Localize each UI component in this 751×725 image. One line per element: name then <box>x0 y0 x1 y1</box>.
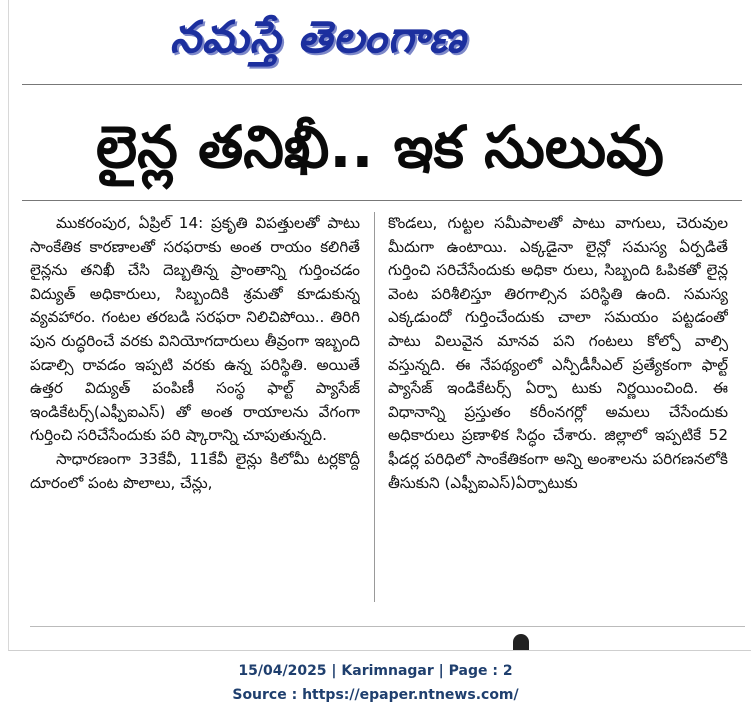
column-divider <box>374 212 375 602</box>
masthead-rule <box>22 84 742 85</box>
article-paragraph: సాధారణంగా 33కేవీ, 11కేవీ లైన్లు కిలోమీ టర్లకొద్దీ దూరంలో పంట పొలాలు, చేన్లు, <box>30 449 360 492</box>
article-column-right <box>388 212 728 607</box>
next-story-rule <box>30 626 745 627</box>
next-story-fragment <box>513 634 529 650</box>
edition-info: 15/04/2025 | Karimnagar | Page : 2 <box>238 663 513 679</box>
article-headline: లైన్ల తనిఖీ.. ఇక సులువు <box>96 113 664 181</box>
article-column-left <box>30 212 360 607</box>
newspaper-masthead: నమస్తే తెలంగాణ <box>170 12 467 63</box>
article-paragraph: కొండలు, గుట్టల సమీపాలతో పాటు వాగులు, చెరువుల మీదుగా ఉంటాయి. ఎక్కడైనా లైన్లో సమస్య ఏర్పడితే గుర్తించి సరిచేసేందుకు అధికా రులు, సిబ్బంది ఓపికతో లైన్ల వెంట పరిశీలిస్తూ తిరగాల్సిన పరిస్థితి ఉంది. సమస్య ఎక్కడుందో గుర్తించేందుకు చాలా సమయం పట్టడంతో పాటు విలువైన మానవ పని గంటలు కోల్పో వాల్సి వస్తున్నది. ఈ నేపథ్యంలో ఎన్పీడీసీఎల్ ప్రత్యేకంగా ఫాల్ట్ ప్యాసేజ్ ఇండికేటర్స్ ఏర్పా టుకు నిర్ణయించింది. ఈ విధానాన్ని ప్రస్తుతం కరీంనగర్లో అమలు చేసేందుకు అధికారులు ప్రణాళిక సిద్ధం చేశారు. జిల్లాలో ఇప్పటికే 52 ఫీడర్ల పరిధిలో సాంకేతికంగా అన్ని అంశాలను పరిగణనలోకి తీసుకుని (ఎఫ్పీఐఎస్)ఏర్పాటుకు <box>388 214 728 492</box>
headline-rule <box>22 200 742 201</box>
source-link[interactable]: Source : https://epaper.ntnews.com/ <box>232 687 519 703</box>
article-paragraph: ముకరంపుర, ఏప్రిల్ 14: ప్రకృతి విపత్తులతో పాటు సాంకేతిక కారణాలతో సరఫరాకు అంత రాయం కలిగితే లైన్లను తనిఖీ చేసి దెబ్బతిన్న ప్రాంతాన్ని గుర్తించడం విద్యుత్ అధికారులు, సిబ్బందికి శ్రమతో కూడుకున్న వ్యవహారం. గంటల తరబడి సరఫరా నిలిచిపోయి.. తిరిగి పున రుద్ధరించే వరకు వినియోగదారులు తీవ్రంగా ఇబ్బంది పడాల్సి రావడం ఇప్పటి వరకు ఉన్న పరిస్థితి. అయితే ఉత్తర విద్యుత్ పంపిణీ సంస్థ ఫాల్ట్ ప్యాసేజ్ ఇండికేటర్స్(ఎఫ్పీఐఎస్) తో అంత రాయాలను వేగంగా గుర్తించి సరిచేసేందుకు పరి ష్కారాన్ని చూపుతున్నది. <box>30 214 360 445</box>
